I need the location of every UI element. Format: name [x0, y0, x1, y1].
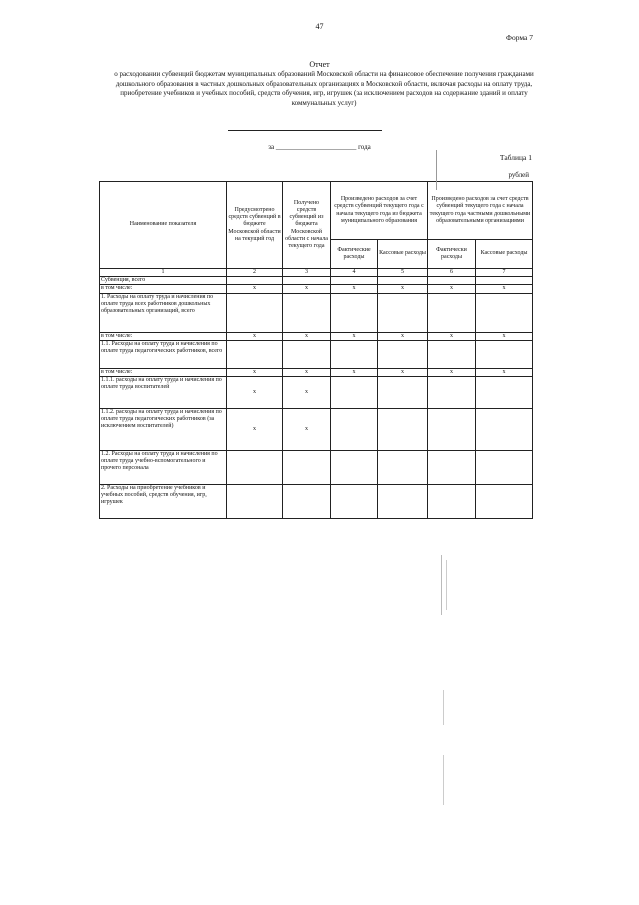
table-row — [100, 332, 533, 340]
table-cell: x — [428, 332, 476, 340]
column-number: 5 — [378, 269, 428, 277]
column-number: 7 — [476, 269, 533, 277]
row-label: в том числе: — [100, 368, 227, 376]
table-cell — [378, 340, 428, 368]
table-row — [100, 451, 533, 485]
table-cell — [428, 377, 476, 409]
signature-line — [228, 130, 382, 131]
table-cell — [331, 485, 378, 519]
table-cell — [476, 377, 533, 409]
currency-label: рублей — [508, 171, 529, 179]
table-cell — [476, 485, 533, 519]
table-cell — [331, 409, 378, 451]
table-cell — [331, 451, 378, 485]
column-numbers-row — [100, 269, 533, 277]
header-private-expenses: Произведено расходов за счет средств субвенций текущего года с начала текущего года частными дошкольными образовательными организациями — [428, 182, 533, 240]
table-cell — [378, 409, 428, 451]
table-cell — [283, 277, 331, 285]
column-number: 6 — [428, 269, 476, 277]
column-number: 3 — [283, 269, 331, 277]
table-cell: x — [227, 285, 283, 293]
table-cell: x — [227, 409, 283, 451]
row-label: 1.1. Расходы на оплату труда и начисления по оплате труда педагогических работников, всего — [100, 340, 227, 368]
table-cell — [283, 340, 331, 368]
table-cell — [428, 293, 476, 332]
table-cell: x — [378, 368, 428, 376]
table-cell: x — [331, 368, 378, 376]
table-cell: x — [476, 368, 533, 376]
table-cell — [428, 340, 476, 368]
header-planned: Предусмотрено средств субвенций в бюджете Московской области на текущий год — [227, 182, 283, 269]
table-cell — [283, 293, 331, 332]
table-cell: x — [476, 332, 533, 340]
table-cell — [378, 451, 428, 485]
row-label: Субвенция, всего — [100, 277, 227, 285]
column-number: 4 — [331, 269, 378, 277]
table-cell: x — [476, 285, 533, 293]
table-cell: x — [283, 332, 331, 340]
table-cell: x — [378, 285, 428, 293]
row-label: в том числе: — [100, 285, 227, 293]
table-cell — [378, 377, 428, 409]
table-cell — [378, 293, 428, 332]
scan-mark — [443, 690, 444, 725]
table-cell — [331, 377, 378, 409]
table-cell — [428, 277, 476, 285]
table-cell: x — [428, 285, 476, 293]
row-label: 2. Расходы на приобретение учебников и учебных пособий, средств обучения, игр, игрушек — [100, 485, 227, 519]
period-blank: _______________________ — [275, 143, 357, 151]
table-cell: x — [283, 368, 331, 376]
table-row — [100, 485, 533, 519]
form-label: Форма 7 — [506, 33, 533, 42]
report-subtitle: о расходовании субвенций бюджетам муниципальных образований Московской области на финансовое обеспечение получения гражданами дошкольного образования в частных дошкольных образовательных организациях в Московской области, включая расходы на оплату труда, приобретение учебников и учебных пособий, средств обучения, игр, игрушек (за исключением расходов на содержание зданий и оплату коммунальных услуг) — [114, 70, 534, 107]
header-actual-expenses: Фактические расходы — [331, 240, 378, 269]
row-label: 1.1.1. расходы на оплату труда и начисления по оплате труда воспитателей — [100, 377, 227, 409]
table-cell — [227, 277, 283, 285]
table-cell — [476, 277, 533, 285]
header-cash-expenses: Кассовые расходы — [378, 240, 428, 269]
column-number: 1 — [100, 269, 227, 277]
table-cell — [331, 293, 378, 332]
table-row — [100, 368, 533, 376]
table-cell — [283, 485, 331, 519]
scan-mark — [436, 150, 437, 190]
header-cash-expenses-private: Кассовые расходы — [476, 240, 533, 269]
table-row — [100, 409, 533, 451]
table-cell: x — [378, 332, 428, 340]
page-number: 47 — [315, 22, 324, 31]
table-cell — [227, 340, 283, 368]
table-cell — [476, 293, 533, 332]
table-cell — [428, 451, 476, 485]
row-label: 1. Расходы на оплату труда и начисления по оплате труда всех работников дошкольных образовательных организаций, всего — [100, 293, 227, 332]
column-number: 2 — [227, 269, 283, 277]
header-indicator-name: Наименование показателя — [100, 182, 227, 269]
table-label: Таблица 1 — [499, 153, 532, 162]
table-cell — [331, 340, 378, 368]
table-cell: x — [227, 377, 283, 409]
scan-mark — [443, 755, 444, 805]
table-cell: x — [283, 409, 331, 451]
table-cell — [476, 451, 533, 485]
table-cell — [331, 277, 378, 285]
row-label: 1.1.2. расходы на оплату труда и начисления по оплате труда педагогических работников (за исключением воспитателей) — [100, 409, 227, 451]
header-municipal-expenses: Произведено расходов за счет средств субвенций текущего года с начала текущего года из бюджета муниципального образования — [331, 182, 428, 240]
table-body — [100, 269, 533, 519]
table-cell: x — [331, 285, 378, 293]
table-row — [100, 340, 533, 368]
table-cell: x — [227, 332, 283, 340]
table-cell — [378, 277, 428, 285]
table-cell — [476, 409, 533, 451]
reporting-period — [0, 143, 639, 151]
table-cell: x — [283, 285, 331, 293]
row-label: 1.2. Расходы на оплату труда и начисления по оплате труда учебно-вспомогательного и прочего персонала — [100, 451, 227, 485]
table-cell — [378, 485, 428, 519]
table-cell — [428, 485, 476, 519]
table-cell — [227, 451, 283, 485]
table-cell — [283, 451, 331, 485]
table-cell: x — [331, 332, 378, 340]
scan-mark — [446, 560, 447, 610]
table-cell — [476, 340, 533, 368]
header-received: Получено средств субвенций из бюджета Московской области с начала текущего года — [283, 182, 331, 269]
table-cell — [428, 409, 476, 451]
table-row — [100, 377, 533, 409]
row-label: в том числе: — [100, 332, 227, 340]
table-row — [100, 293, 533, 332]
table-row — [100, 285, 533, 293]
table-row — [100, 277, 533, 285]
table-cell — [227, 293, 283, 332]
table-cell: x — [428, 368, 476, 376]
table-cell — [227, 485, 283, 519]
header-actual-expenses-private: Фактически расходы — [428, 240, 476, 269]
table-cell: x — [283, 377, 331, 409]
report-title: Отчет — [309, 60, 330, 69]
table-cell: x — [227, 368, 283, 376]
report-table — [99, 181, 533, 519]
period-prefix: за — [268, 143, 275, 151]
period-suffix: года — [358, 143, 371, 151]
scan-mark — [441, 555, 442, 615]
